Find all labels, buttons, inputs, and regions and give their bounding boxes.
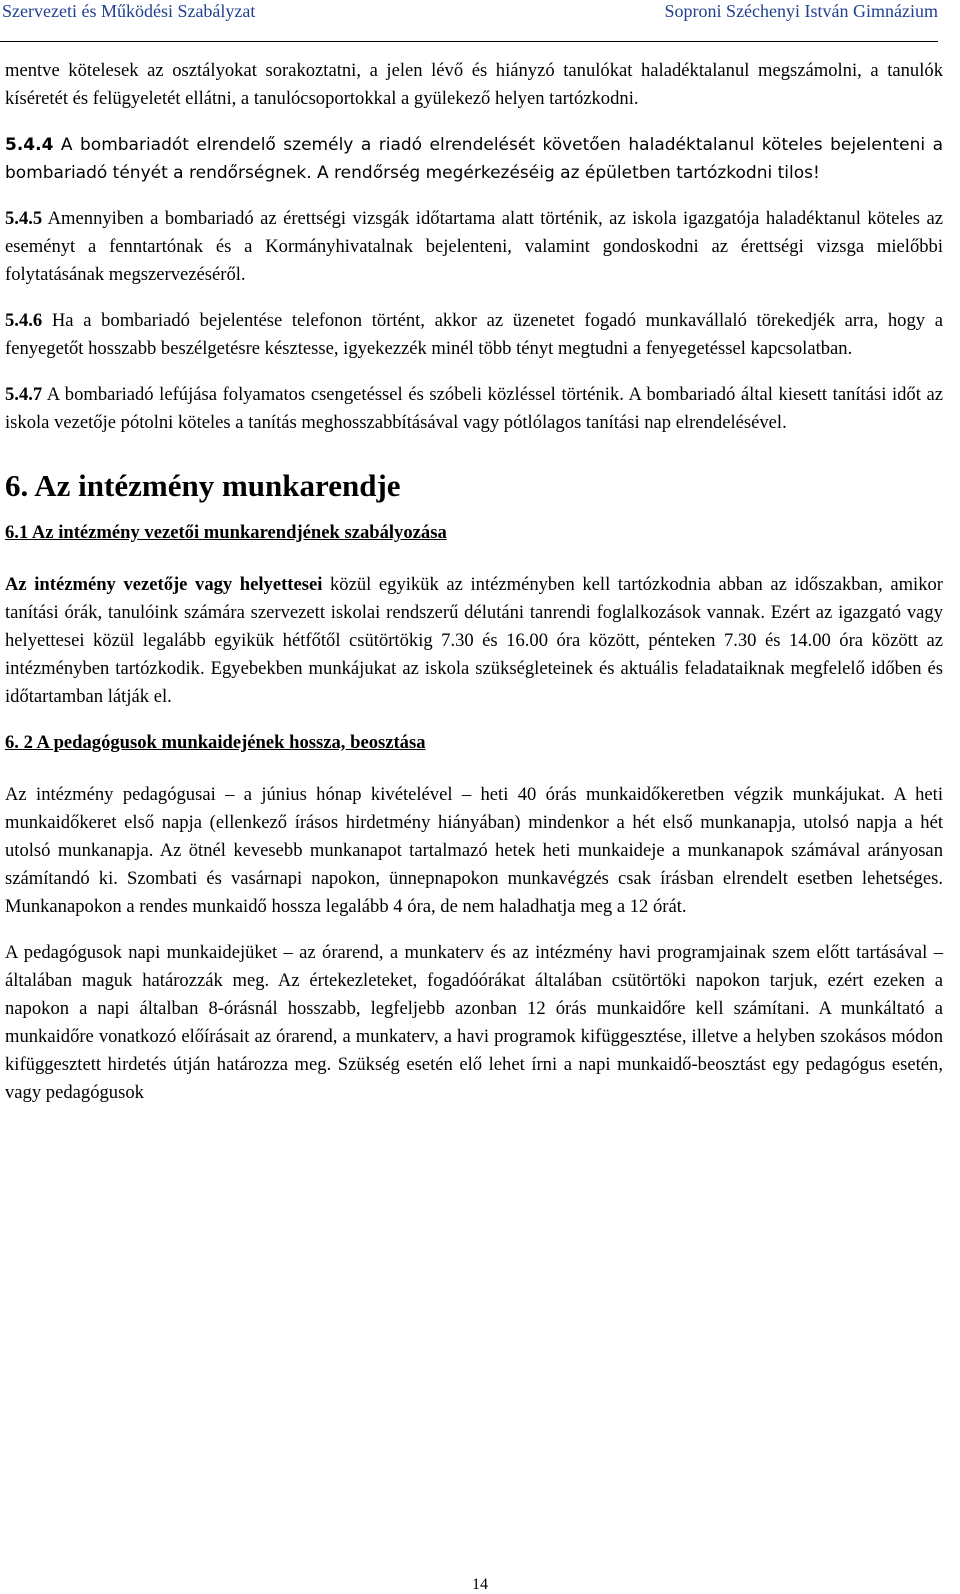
header-rule xyxy=(0,41,938,42)
page-body xyxy=(5,57,943,1125)
page-number: 14 xyxy=(472,1576,488,1593)
section-6-2-paragraph-1: Az intézmény pedagógusai – a június hónap kivételével – heti 40 órás munkaidőkeretben végzik munkájukat. A heti munkaidőkeret első napja (ellenkező írásos hirdetmény hiányában) mindenkor a hét első munkanapja, utolsó napja a hét utolsó munkanapja. Az ötnél kevesebb munkanapot tartalmazó hetek heti munkaideje a munkanapok számával arányosan számítandó ki. Szombati és vasárnapi napokon, ünnepnapokon munkavégzés csak írásban elrendelt esetben lehetséges. Munkanapokon a rendes munkaidő hossza legalább 4 óra, de nem haladhatja meg a 12 órát. xyxy=(5,784,943,917)
paragraph-5-4-4 xyxy=(5,131,943,187)
chapter-title: 6. Az intézmény munkarendje xyxy=(5,468,401,503)
paragraph-5-4-7 xyxy=(5,381,943,437)
paragraph-number: 5.4.5 xyxy=(5,208,43,229)
paragraph-text: A bombariadót elrendelő személy a riadó elrendelését követően haladéktalanul köteles bejelenteni a bombariadó tényét a rendőrségnek. A rendőrség megérkezéséig az épületben tartózkodni tilos! xyxy=(5,135,943,183)
intro-paragraph: mentve kötelesek az osztályokat sorakoztatni, a jelen lévő és hiányzó tanulókat haladéktalanul megszámolni, a tanulók kíséretét és felügyeletét ellátni, a tanulócsoportokkal a gyülekező helyen tartózkodni. xyxy=(5,60,943,109)
paragraph-number: 5.4.6 xyxy=(5,310,43,331)
section-6-1-title: 6.1 Az intézmény vezetői munkarendjének szabályozása xyxy=(5,522,447,543)
paragraph-number: 5.4.4 xyxy=(5,135,54,155)
paragraph-text: Amennyiben a bombariadó az érettségi vizsgák időtartama alatt történik, az iskola igazgatója haladéktanul köteles az eseményt a fenntartónak és a Kormányhivatalnak bejelenteni, valamint gondoskodni az érettségi vizsga mielőbbi folytatásának megszervezéséről. xyxy=(5,208,943,285)
header-school-name: Soproni Széchenyi István Gimnázium xyxy=(664,1,938,21)
paragraph-text: A bombariadó lefújása folyamatos csengetéssel és szóbeli közléssel történik. A bombariadó által kiesett tanítási időt az iskola vezetője pótolni köteles a tanítás meghosszabbításával vagy pótlólagos tanítási nap elrendelésével. xyxy=(5,384,943,433)
section-6-1-lead: Az intézmény vezetője vagy helyettesei xyxy=(5,574,323,595)
section-6-2-paragraph-2: A pedagógusok napi munkaidejüket – az órarend, a munkaterv és az intézmény havi programjainak szem előtt tartásával – általában maguk határozzák meg. Az értekezleteket, fogadóórákat általában csütörtöki napokon tarjuk, ezért ezeken a napokon a napi általban 8-órásnál hosszabb, legfeljebb azonban 12 órás munkaidőre kell számítani. A munkáltató a munkaidőre vonatkozó előírásait az órarend, a munkaterv, a havi programok kifüggesztése, illetve a helyben szokásos módon kifüggesztett hirdetés útján határozza meg. Szükség esetén elő lehet írni a napi munkaidő-beosztást egy pedagógus esetén, vagy pedagógusok xyxy=(5,942,943,1103)
section-6-1-paragraph xyxy=(5,571,943,711)
section-6-2-title: 6. 2 A pedagógusok munkaidejének hossza, beosztása xyxy=(5,732,426,753)
header-document-title: Szervezeti és Működési Szabályzat xyxy=(2,1,256,21)
paragraph-text: Ha a bombariadó bejelentése telefonon történt, akkor az üzenetet fogadó munkavállaló törekedjék arra, hogy a fenyegetőt hosszabb beszélgetésre késztesse, igyekezzék minél több tényt megtudni a fenyegetéssel kapcsolatban. xyxy=(5,310,943,359)
page-header xyxy=(0,0,960,44)
paragraph-5-4-6 xyxy=(5,307,943,363)
paragraph-5-4-5 xyxy=(5,205,943,289)
paragraph-number: 5.4.7 xyxy=(5,384,43,405)
section-6-1-text: közül egyikük az intézményben kell tartózkodnia abban az időszakban, amikor tanítási órák, tanulóink számára szervezett iskolai rendszerű délutáni tanrendi foglalkozások vannak. Ezért az igazgató vagy helyettesei közül legalább egyikük hétfőtől csütörtökig 7.30 és 16.00 óra között, pénteken 7.30 és 14.00 óra között az intézményben tartózkodik. Egyebekben munkájukat az iskola szükségleteinek és aktuális feladataiknak megfelelő időben és időtartamban látják el. xyxy=(5,574,943,707)
